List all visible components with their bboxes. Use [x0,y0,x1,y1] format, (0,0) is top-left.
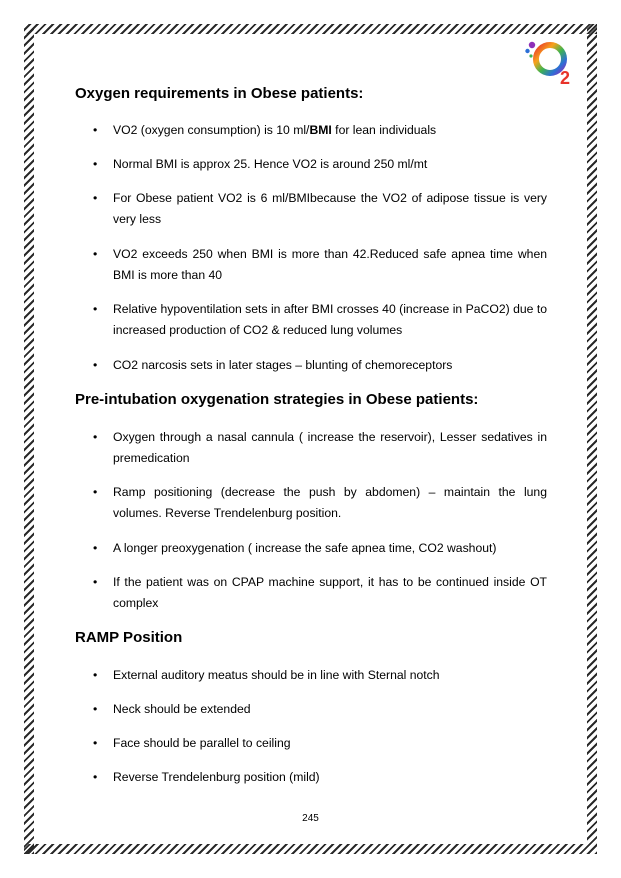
page-border-top [24,24,597,34]
list-item [75,355,547,376]
list-item [75,665,547,686]
list-item [75,482,547,524]
bullet: • [93,770,98,784]
bullet: • [93,302,98,316]
logo-subscript: 2 [560,68,571,88]
list-item-text: Face should be parallel to ceiling [113,736,291,750]
list-item [75,188,547,230]
section-heading-ramp-position: RAMP Position [75,629,183,646]
page-border-right [587,24,597,854]
bullet: • [93,247,98,261]
list-item-text: CO2 narcosis sets in later stages – blunting of chemoreceptors [113,358,453,372]
bullet: • [93,430,98,444]
page-border-left [24,24,34,854]
section-heading-oxygen-requirements: Oxygen requirements in Obese patients: [75,85,364,102]
bullet: • [93,736,98,750]
page-number: 245 [302,813,319,824]
bullet: • [93,668,98,682]
list-item [75,538,547,559]
list-item [75,120,547,141]
list-item [75,154,547,175]
section-heading-pre-intubation: Pre-intubation oxygenation strategies in Obese patients: [75,391,479,408]
list-item-text: Neck should be extended [113,702,251,716]
list-item-text: Ramp positioning (decrease the push by abdomen) – maintain the lung volumes. Reverse Trendelenburg position. [113,485,547,520]
list-item-text: External auditory meatus should be in line with Sternal notch [113,668,440,682]
list-item [75,427,547,469]
list-item-text: Relative hypoventilation sets in after BMI crosses 40 (increase in PaCO2) due to increased production of CO2 & reduced lung volumes [113,302,547,337]
list-item-text: A longer preoxygenation ( increase the safe apnea time, CO2 washout) [113,541,497,555]
list-item-text: VO2 exceeds 250 when BMI is more than 42.Reduced safe apnea time when BMI is more than 40 [113,247,547,282]
bullet: • [93,157,98,171]
o2-logo-icon [524,38,578,88]
list-item-text: If the patient was on CPAP machine support, it has to be continued inside OT complex [113,575,547,610]
list-item [75,299,547,341]
list-item [75,699,547,720]
bullet: • [93,123,98,137]
bullet: • [93,702,98,716]
list-item-text: Normal BMI is approx 25. Hence VO2 is around 250 ml/mt [113,157,428,171]
list-item-text: Oxygen through a nasal cannula ( increase the reservoir), Lesser sedatives in premedication [113,430,547,465]
bullet: • [93,485,98,499]
list-item-text: Reverse Trendelenburg position (mild) [113,770,320,784]
list-item-text: For Obese patient VO2 is 6 ml/BMIbecause the VO2 of adipose tissue is very very less [113,191,547,226]
list-item [75,767,547,788]
bullet: • [93,358,98,372]
bullet: • [93,191,98,205]
list-item [75,733,547,754]
page-border-bottom [24,844,597,854]
bullet: • [93,541,98,555]
list-item-text: VO2 (oxygen consumption) is 10 ml/BMI for lean individuals [113,123,437,137]
bullet: • [93,575,98,589]
list-item [75,572,547,614]
list-item [75,244,547,286]
